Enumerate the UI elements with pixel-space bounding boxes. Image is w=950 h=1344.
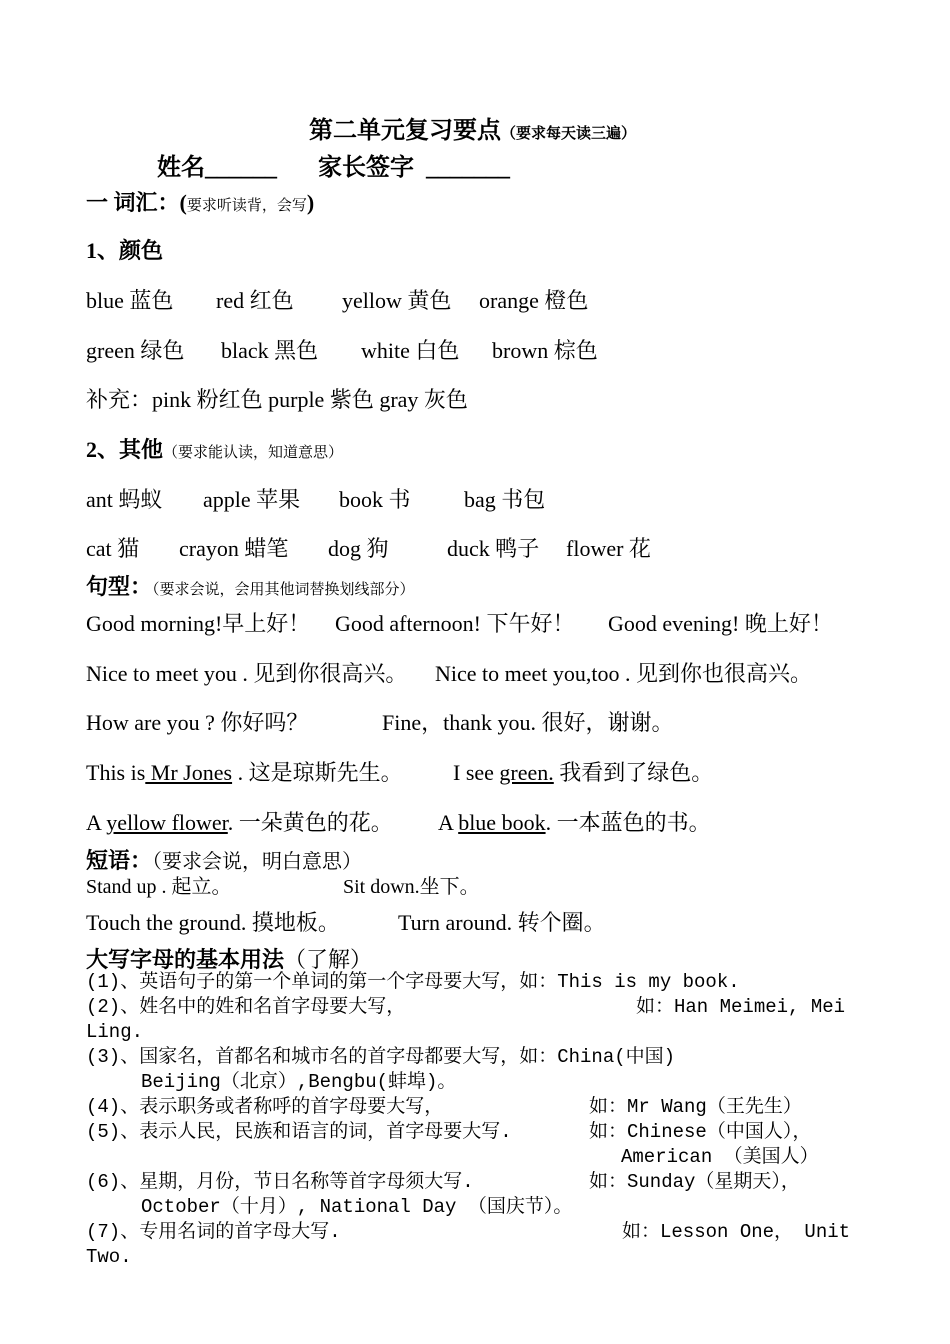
rule-line: Two. bbox=[86, 1246, 132, 1268]
sentence-text: . 一朵黄色的花。 bbox=[227, 810, 393, 835]
vocab-heading-note: 要求听读背，会写 bbox=[186, 198, 307, 214]
sentence: Nice to meet you . 见到你很高兴。 bbox=[86, 661, 408, 686]
rule-example: 如：Chinese（中国人）， bbox=[589, 1121, 812, 1143]
vocab-word: cat 猫 bbox=[86, 536, 140, 561]
sentence bbox=[453, 756, 713, 787]
phrase: Turn around. 转个圈。 bbox=[398, 910, 606, 935]
vocab-supplement: 补充：pink 粉红色 purple 紫色 gray 灰色 bbox=[86, 387, 468, 412]
sentences-heading-note: （要求会说，会用其他词替换划线部分） bbox=[152, 582, 415, 598]
vocab-word: bag 书包 bbox=[464, 487, 546, 512]
phrases-heading-text: 短语： bbox=[86, 848, 153, 873]
vocab-word: ant 蚂蚁 bbox=[86, 487, 163, 512]
vocab-word: book 书 bbox=[339, 487, 411, 512]
rule-line: (6)、星期，月份，节日名称等首字母须大写. bbox=[86, 1171, 474, 1193]
rule-line: (7)、专用名词的首字母大写. bbox=[86, 1221, 341, 1243]
rule-example: 如：Han Meimei, Mei bbox=[636, 996, 846, 1018]
vocab-word: orange 橙色 bbox=[479, 288, 589, 313]
sentence-text: A bbox=[86, 810, 107, 835]
vocab-heading bbox=[86, 186, 314, 217]
sentence-text: I see bbox=[453, 760, 500, 785]
vocab-word: white 白色 bbox=[361, 338, 460, 363]
vocab-word: yellow 黄色 bbox=[342, 288, 452, 313]
vocab-word: green 绿色 bbox=[86, 338, 185, 363]
rule-example: American （美国人） bbox=[621, 1146, 819, 1168]
rule-example: 如：Mr Wang（王先生） bbox=[589, 1096, 802, 1118]
parent-sign-field bbox=[318, 147, 510, 182]
rule-line: (1)、英语句子的第一个单词的第一个字母要大写，如：This is my book. bbox=[86, 971, 740, 993]
sentence: Good evening! 晚上好！ bbox=[608, 611, 833, 636]
sentence-text: This is bbox=[86, 760, 146, 785]
title-note: （要求每天读三遍） bbox=[501, 126, 637, 142]
capitals-heading-text: 大写字母的基本用法 bbox=[86, 947, 285, 972]
other-heading-text: 2、其他 bbox=[86, 437, 164, 462]
page-title bbox=[309, 110, 636, 145]
sentence: Nice to meet you,too . 见到你也很高兴。 bbox=[435, 661, 813, 686]
vocab-heading-text: 一 词汇：( bbox=[86, 190, 187, 215]
underlined-word: yellow flower bbox=[106, 810, 228, 835]
underlined-word: Mr Jones bbox=[145, 760, 233, 785]
vocab-word: apple 苹果 bbox=[203, 487, 301, 512]
sentence bbox=[86, 806, 393, 837]
phrase: Sit down.坐下。 bbox=[343, 876, 480, 898]
vocab-word: brown 棕色 bbox=[492, 338, 598, 363]
parent-sign-label: 家长签字 bbox=[318, 155, 414, 181]
sentence bbox=[438, 806, 711, 837]
vocab-word: blue 蓝色 bbox=[86, 288, 174, 313]
title-text: 第二单元复习要点 bbox=[309, 118, 501, 144]
sentences-heading bbox=[86, 570, 415, 601]
vocab-word: flower 花 bbox=[566, 536, 651, 561]
rule-line: (4)、表示职务或者称呼的首字母要大写， bbox=[86, 1096, 444, 1118]
sentence: Good afternoon! 下午好！ bbox=[335, 611, 575, 636]
sentence: Good morning!早上好！ bbox=[86, 611, 311, 636]
rule-example: Beijing（北京）,Bengbu(蚌埠)。 bbox=[141, 1071, 457, 1093]
sentence: How are you ? 你好吗？ bbox=[86, 710, 309, 735]
vocab-word: crayon 蜡笔 bbox=[179, 536, 289, 561]
sentence: Fine，thank you. 很好，谢谢。 bbox=[382, 710, 674, 735]
rule-line: (5)、表示人民，民族和语言的词，首字母要大写. bbox=[86, 1121, 512, 1143]
underlined-word: green. bbox=[499, 760, 554, 785]
underlined-word: blue book bbox=[458, 810, 546, 835]
rule-example: 如：Sunday（星期天）， bbox=[589, 1171, 800, 1193]
sentence-text: 我看到了绿色。 bbox=[553, 760, 714, 785]
phrase: Stand up . 起立。 bbox=[86, 876, 232, 898]
phrases-heading-note: （要求会说，明白意思） bbox=[152, 851, 363, 873]
sentences-heading-text: 句型： bbox=[86, 574, 153, 599]
other-heading bbox=[86, 433, 343, 464]
vocab-word: black 黑色 bbox=[221, 338, 319, 363]
rule-example: 如：Lesson One， Unit bbox=[622, 1221, 851, 1243]
other-heading-note: （要求能认读，知道意思） bbox=[163, 445, 344, 461]
vocab-word: dog 狗 bbox=[328, 536, 389, 561]
sentence-text: A bbox=[438, 810, 459, 835]
sentence-text: . 一本蓝色的书。 bbox=[545, 810, 711, 835]
rule-line: Ling. bbox=[86, 1021, 144, 1043]
vocab-word: red 红色 bbox=[216, 288, 294, 313]
colors-heading: 1、颜色 bbox=[86, 238, 164, 263]
rule-example: October（十月）, National Day （国庆节）。 bbox=[141, 1196, 573, 1218]
vocab-heading-close: ) bbox=[306, 190, 315, 215]
rule-line: (3)、国家名，首都名和城市名的首字母都要大写，如：China(中国) bbox=[86, 1046, 676, 1068]
parent-sign-blank: _______ bbox=[426, 155, 510, 181]
sentence-text: . 这是琼斯先生。 bbox=[232, 760, 403, 785]
capitals-heading-note: （了解） bbox=[284, 947, 373, 972]
rule-line: (2)、姓名中的姓和名首字母要大写， bbox=[86, 996, 406, 1018]
vocab-word: duck 鸭子 bbox=[447, 536, 540, 561]
phrase: Touch the ground. 摸地板。 bbox=[86, 910, 340, 935]
sentence bbox=[86, 756, 403, 787]
name-field: 姓名______ bbox=[157, 155, 277, 181]
